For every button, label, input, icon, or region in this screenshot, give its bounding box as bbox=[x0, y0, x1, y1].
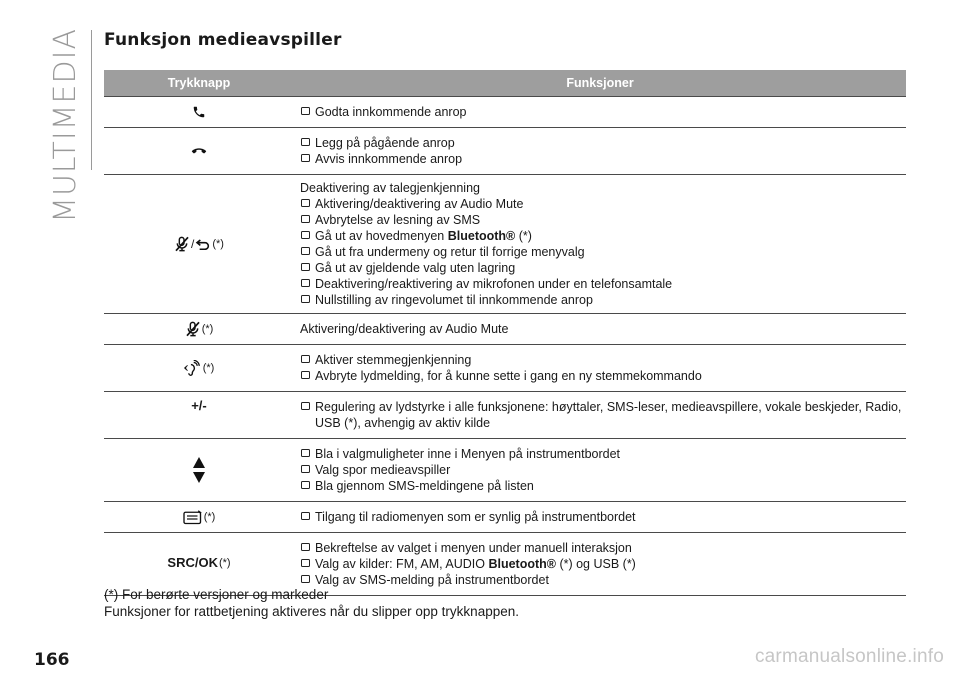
function-item bbox=[300, 276, 906, 292]
mute-icon bbox=[185, 321, 201, 337]
function-text bbox=[315, 478, 534, 494]
key-note: (*) bbox=[201, 323, 214, 335]
key-label bbox=[191, 398, 207, 414]
checkbox-icon bbox=[301, 107, 310, 115]
function-text-main: Deaktivering/reaktivering av mikrofonen under en telefonsamtale bbox=[315, 277, 673, 291]
back-icon bbox=[195, 238, 211, 250]
radio-menu-icon bbox=[183, 510, 203, 525]
checkbox-icon bbox=[301, 247, 310, 255]
checkbox-icon bbox=[301, 295, 310, 303]
function-text-main: Gå ut av gjeldende valg uten lagring bbox=[315, 261, 516, 275]
table-row bbox=[104, 314, 906, 345]
checkbox-icon bbox=[301, 465, 310, 473]
function-text-main: Aktiver stemmegjenkjenning bbox=[315, 353, 472, 367]
function-cell bbox=[294, 392, 906, 438]
checkbox-icon bbox=[301, 481, 310, 489]
function-text-main: Valg spor medieavspiller bbox=[315, 463, 451, 477]
key-cell bbox=[104, 345, 294, 391]
checkbox-icon bbox=[301, 154, 310, 162]
footnote-line: (*) For berørte versjoner og markeder bbox=[104, 587, 329, 602]
key-label bbox=[167, 555, 230, 571]
function-text-main: Aktivering/deaktivering av Audio Mute bbox=[300, 322, 509, 336]
button-function-table bbox=[104, 70, 906, 596]
function-item bbox=[300, 244, 906, 260]
checkbox-icon bbox=[301, 279, 310, 287]
checkbox-icon bbox=[301, 371, 310, 379]
function-text-main: Deaktivering av talegjenkjenning bbox=[300, 181, 480, 195]
key-cell bbox=[104, 314, 294, 344]
function-text-main: Avvis innkommende anrop bbox=[315, 152, 463, 166]
function-item bbox=[300, 446, 906, 462]
function-item bbox=[300, 352, 906, 368]
function-text bbox=[315, 212, 480, 228]
key-label bbox=[185, 321, 214, 337]
function-text-bold: Bluetooth® bbox=[447, 229, 516, 243]
function-item bbox=[300, 321, 906, 337]
checkbox-icon bbox=[301, 402, 310, 410]
function-text bbox=[315, 196, 523, 212]
key-note: (*) bbox=[212, 238, 224, 250]
key-cell bbox=[104, 97, 294, 127]
arrow-up-icon bbox=[193, 457, 205, 468]
function-text-main: Godta innkommende anrop bbox=[315, 105, 467, 119]
function-text-main: Legg på pågående anrop bbox=[315, 136, 455, 150]
page-title: Funksjon medieavspiller bbox=[104, 30, 342, 50]
function-item bbox=[300, 196, 906, 212]
function-text bbox=[315, 368, 702, 384]
page-number: 166 bbox=[34, 650, 70, 670]
function-text-main: Avbrytelse av lesning av SMS bbox=[315, 213, 481, 227]
section-tab: MULTIMEDIA bbox=[48, 28, 83, 223]
function-item bbox=[300, 104, 906, 120]
table-row bbox=[104, 439, 906, 502]
arrow-down-icon bbox=[193, 472, 205, 483]
key-text: +/- bbox=[191, 398, 207, 413]
key-separator: / bbox=[191, 237, 195, 251]
function-cell bbox=[294, 128, 906, 174]
function-item bbox=[300, 478, 906, 494]
function-cell bbox=[294, 97, 906, 127]
function-text-after: (*) og USB (*) bbox=[555, 557, 636, 571]
key-note: (*) bbox=[202, 362, 215, 374]
key-cell bbox=[104, 502, 294, 532]
table-row bbox=[104, 502, 906, 533]
function-text-after: (*) bbox=[515, 229, 532, 243]
phone-answer-icon bbox=[192, 105, 206, 119]
phone-hangup-icon bbox=[191, 146, 207, 156]
function-text-bold: Bluetooth® bbox=[488, 557, 556, 571]
key-cell bbox=[104, 439, 294, 501]
table-row bbox=[104, 96, 906, 128]
function-cell bbox=[294, 439, 906, 501]
function-text-main: Regulering av lydstyrke i alle funksjonene: høyttaler, SMS-leser, medieavspillere, vokale beskjeder, Radio, USB (*), avhengig av aktiv kilde bbox=[315, 400, 902, 430]
function-cell bbox=[294, 502, 906, 532]
function-text-main: Tilgang til radiomenyen som er synlig på instrumentbordet bbox=[315, 510, 636, 524]
function-item bbox=[300, 135, 906, 151]
function-item bbox=[300, 540, 906, 556]
function-cell bbox=[294, 345, 906, 391]
table-row bbox=[104, 345, 906, 392]
function-text bbox=[315, 556, 636, 572]
function-item bbox=[300, 368, 906, 384]
function-item bbox=[300, 462, 906, 478]
function-text bbox=[315, 352, 471, 368]
function-item bbox=[300, 180, 906, 196]
function-text bbox=[300, 181, 480, 195]
function-item bbox=[300, 212, 906, 228]
function-item bbox=[300, 399, 906, 431]
header-func: Funksjoner bbox=[566, 76, 634, 90]
function-text bbox=[315, 260, 515, 276]
key-cell bbox=[104, 392, 294, 438]
function-item bbox=[300, 228, 906, 244]
table-row bbox=[104, 175, 906, 314]
function-text-main: Valg av SMS-melding på instrumentbordet bbox=[315, 573, 549, 587]
checkbox-icon bbox=[301, 575, 310, 583]
function-text bbox=[315, 244, 585, 260]
function-text bbox=[315, 399, 906, 431]
function-text bbox=[315, 462, 450, 478]
function-item bbox=[300, 151, 906, 167]
table-row bbox=[104, 128, 906, 175]
table-header bbox=[104, 70, 906, 96]
section-divider bbox=[91, 30, 92, 170]
checkbox-icon bbox=[301, 263, 310, 271]
function-text-main: Bla i valgmuligheter inne i Menyen på instrumentbordet bbox=[315, 447, 621, 461]
checkbox-icon bbox=[301, 512, 310, 520]
function-text bbox=[315, 276, 672, 292]
key-label bbox=[184, 360, 215, 376]
function-text bbox=[315, 509, 636, 525]
checkbox-icon bbox=[301, 559, 310, 567]
footnote bbox=[104, 586, 519, 620]
key-label bbox=[192, 105, 206, 119]
key-label bbox=[191, 146, 207, 156]
checkbox-icon bbox=[301, 199, 310, 207]
function-text-main: Bla gjennom SMS-meldingene på listen bbox=[315, 479, 534, 493]
function-cell bbox=[294, 314, 906, 344]
function-item bbox=[300, 292, 906, 308]
function-text-main: Gå ut fra undermeny og retur til forrige menyvalg bbox=[315, 245, 585, 259]
key-label bbox=[183, 509, 216, 525]
function-text bbox=[315, 292, 593, 308]
function-item bbox=[300, 260, 906, 276]
function-text-main: Aktivering/deaktivering av Audio Mute bbox=[315, 197, 524, 211]
function-text bbox=[315, 446, 620, 462]
key-note: (*) bbox=[203, 511, 216, 523]
function-item bbox=[300, 509, 906, 525]
function-text-main: Valg av kilder: FM, AM, AUDIO bbox=[315, 557, 489, 571]
function-item bbox=[300, 556, 906, 572]
function-text bbox=[315, 540, 632, 556]
checkbox-icon bbox=[301, 449, 310, 457]
function-text-main: Gå ut av hovedmenyen bbox=[315, 229, 448, 243]
table-body bbox=[104, 96, 906, 596]
key-note: (*) bbox=[218, 557, 231, 569]
header-key: Trykknapp bbox=[167, 76, 231, 90]
function-text bbox=[315, 151, 462, 167]
function-text-main: Nullstilling av ringevolumet til innkommende anrop bbox=[315, 293, 593, 307]
key-cell bbox=[104, 175, 294, 313]
function-text bbox=[315, 228, 532, 244]
checkbox-icon bbox=[301, 231, 310, 239]
function-text bbox=[300, 322, 508, 336]
function-cell bbox=[294, 175, 906, 313]
key-text: SRC/OK bbox=[167, 555, 218, 570]
function-text bbox=[315, 135, 455, 151]
mute-icon bbox=[174, 236, 190, 252]
checkbox-icon bbox=[301, 543, 310, 551]
checkbox-icon bbox=[301, 355, 310, 363]
watermark: carmanualsonline.info bbox=[754, 646, 944, 667]
key-label bbox=[174, 236, 224, 252]
function-text bbox=[315, 104, 466, 120]
function-text-main: Bekreftelse av valget i menyen under manuell interaksjon bbox=[315, 541, 632, 555]
table-row bbox=[104, 392, 906, 439]
footnote-line: Funksjoner for rattbetjening aktiveres når du slipper opp trykknappen. bbox=[104, 604, 519, 619]
voice-icon bbox=[184, 360, 202, 376]
checkbox-icon bbox=[301, 138, 310, 146]
function-text-main: Avbryte lydmelding, for å kunne sette i gang en ny stemmekommando bbox=[315, 369, 702, 383]
key-cell bbox=[104, 128, 294, 174]
checkbox-icon bbox=[301, 215, 310, 223]
